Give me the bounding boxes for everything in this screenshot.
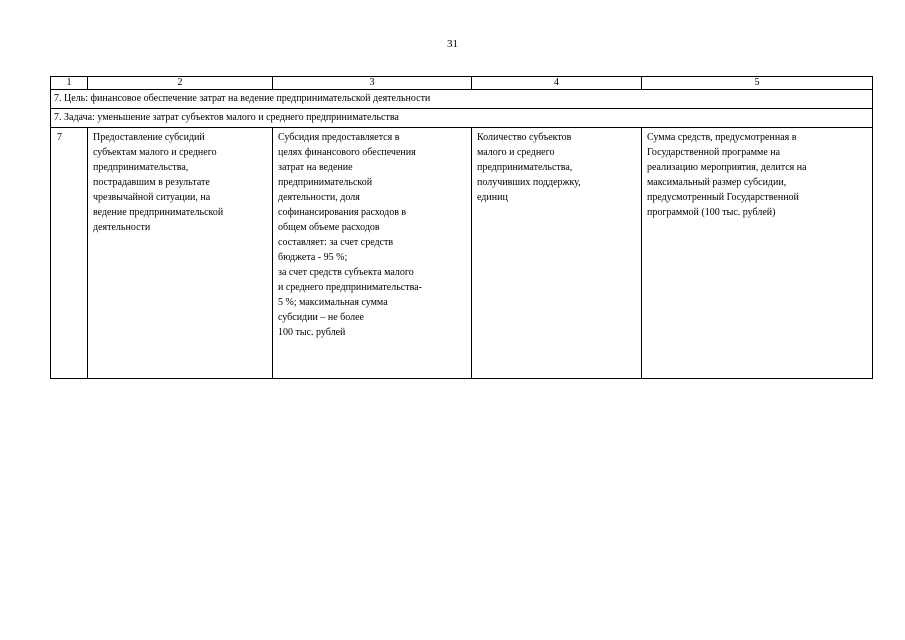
table-row [51, 128, 873, 379]
goal-text: 7. Цель: финансовое обеспечение затрат на ведение предпринимательской деятельности [51, 90, 873, 109]
measure-description-cell: Субсидия предоставляется в целях финансового обеспечения затрат на ведение предпринимательской деятельности, доля софинансирования расходов в общем объеме расходов составляет: за счет средств бюджета - 95 %; за счет средств субъекта малого и среднего предпринимательства- 5 %; максимальная сумма субсидии – не более 100 тыс. рублей [273, 128, 472, 379]
column-header-2: 2 [88, 77, 273, 90]
table-header-row [51, 77, 873, 90]
column-header-5: 5 [642, 77, 873, 90]
task-row [51, 109, 873, 128]
column-header-3: 3 [273, 77, 472, 90]
indicator-cell: Количество субъектов малого и среднего предпринимательства, получивших поддержку, единиц [472, 128, 642, 379]
column-header-4: 4 [472, 77, 642, 90]
row-number-cell: 7 [51, 128, 88, 379]
column-header-1: 1 [51, 77, 88, 90]
measures-table [50, 76, 873, 379]
task-text: 7. Задача: уменьшение затрат субъектов малого и среднего предпринимательства [51, 109, 873, 128]
calculation-method-cell: Сумма средств, предусмотренная в Государственной программе на реализацию мероприятия, делится на максимальный размер субсидии, предусмотренный Государственной программой (100 тыс. рублей) [642, 128, 873, 379]
measure-name-cell: Предоставление субсидий субъектам малого и среднего предпринимательства, пострадавшим в результате чрезвычайной ситуации, на ведение предпринимательской деятельности [88, 128, 273, 379]
goal-row [51, 90, 873, 109]
page-number: 31 [447, 38, 458, 50]
